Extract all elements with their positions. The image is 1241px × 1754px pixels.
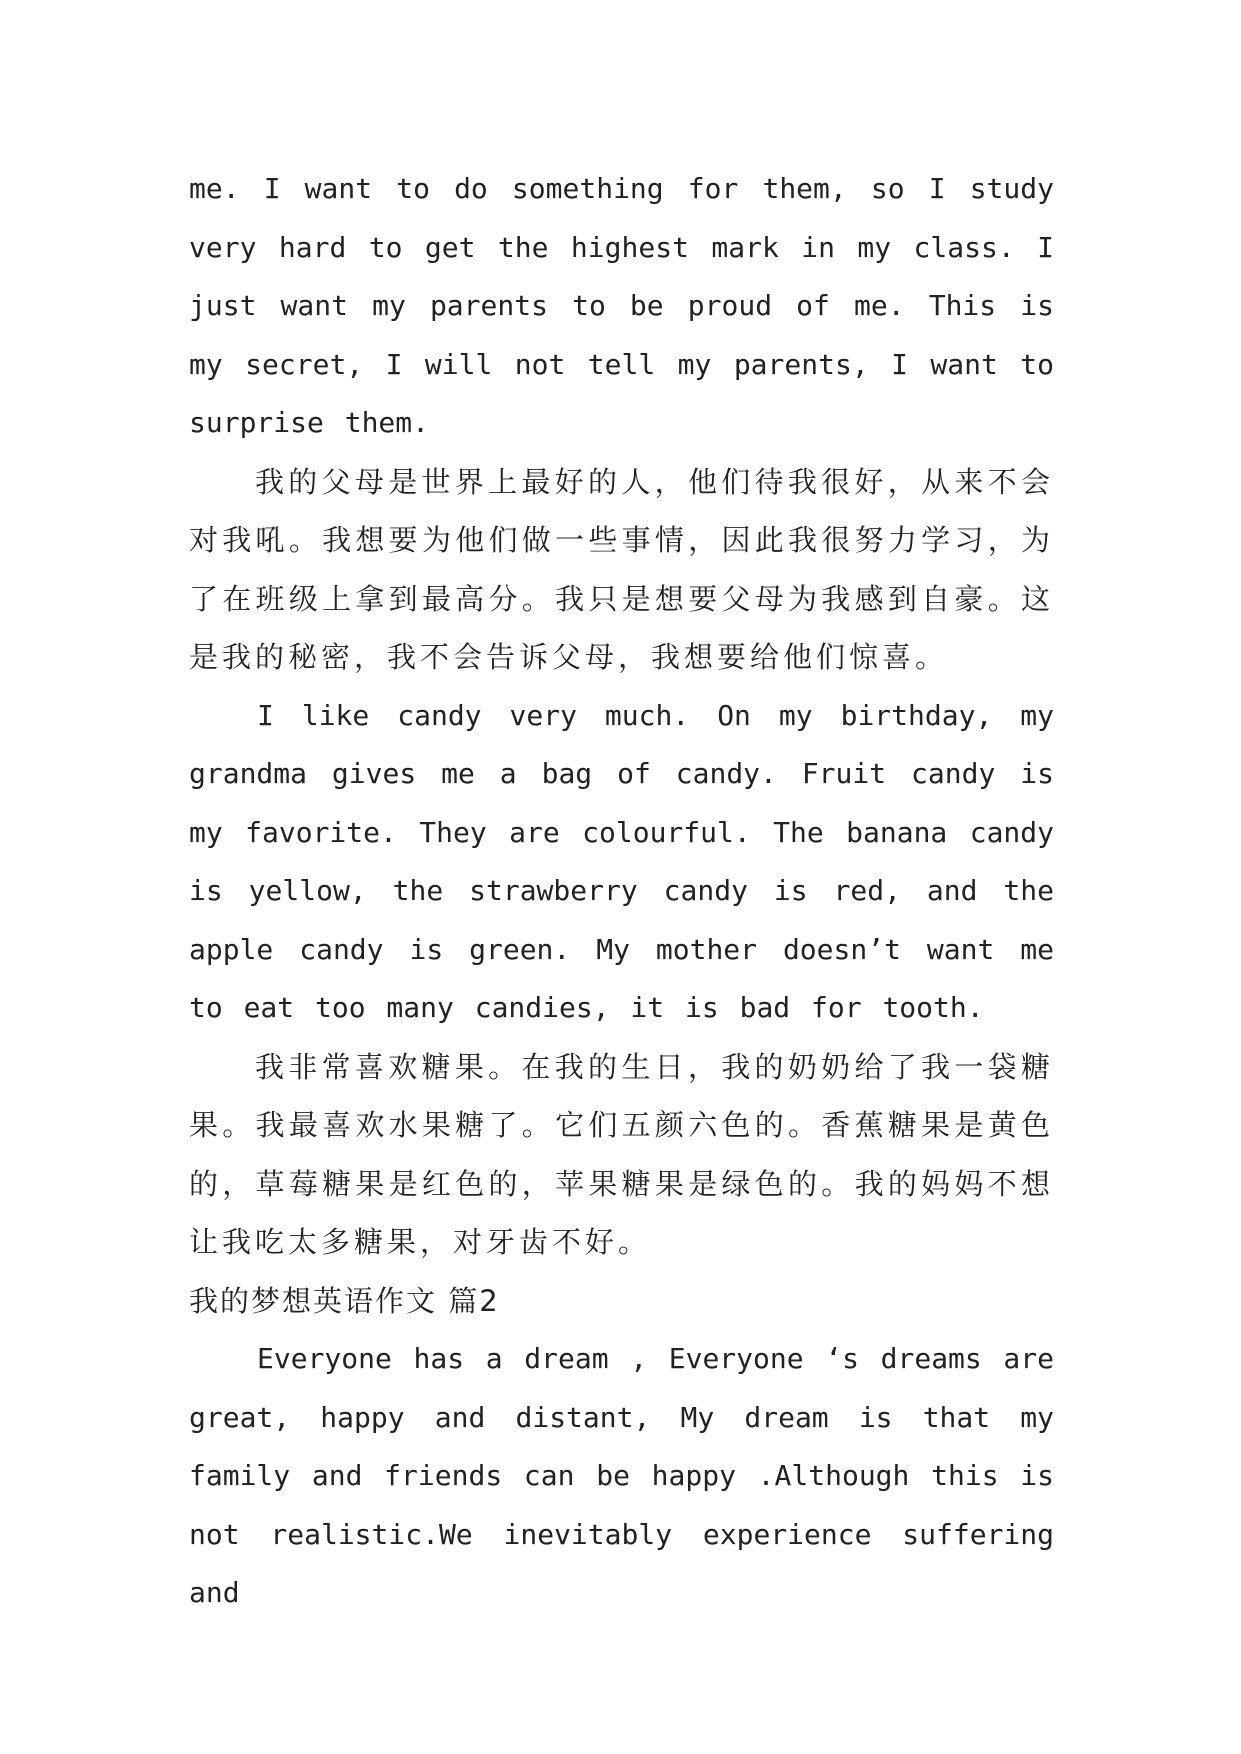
english-paragraph-candy: I like candy very much. On my birthday, my grandma gives me a bag of candy. Fruit candy is my favorite. They are colourful. The banana candy is yellow, the strawberry candy is red, and the apple candy is green. My mother doesn’t want me to eat too many candies, it is bad for tooth. [189, 698, 1054, 1024]
english-paragraph-dream: Everyone has a dream , Everyone ‘s dreams are great, happy and distant, My dream is that my family and friends can be happy .Although this is not realistic.We inevitably experience suffering and [189, 1342, 1054, 1609]
chinese-paragraph-parents: 我的父母是世界上最好的人，他们待我很好，从来不会对我吼。我想要为他们做一些事情，因此我很努力学习，为了在班级上拿到最高分。我只是想要父母为我感到自豪。这是我的秘密，我不会告诉父母，我想要给他们惊喜。 [189, 464, 1054, 674]
section-heading: 我的梦想英语作文 篇2 [189, 1283, 500, 1318]
document-body [189, 160, 1054, 1623]
chinese-paragraph-candy: 我非常喜欢糖果。在我的生日，我的奶奶给了我一袋糖果。我最喜欢水果糖了。它们五颜六色的。香蕉糖果是黄色的，草莓糖果是红色的，苹果糖果是绿色的。我的妈妈不想让我吃太多糖果，对牙齿不好。 [189, 1049, 1054, 1259]
english-paragraph-parents: me. I want to do something for them, so I study very hard to get the highest mark in my class. I just want my parents to be proud of me. This is my secret, I will not tell my parents, I want to surprise them. [189, 172, 1054, 439]
